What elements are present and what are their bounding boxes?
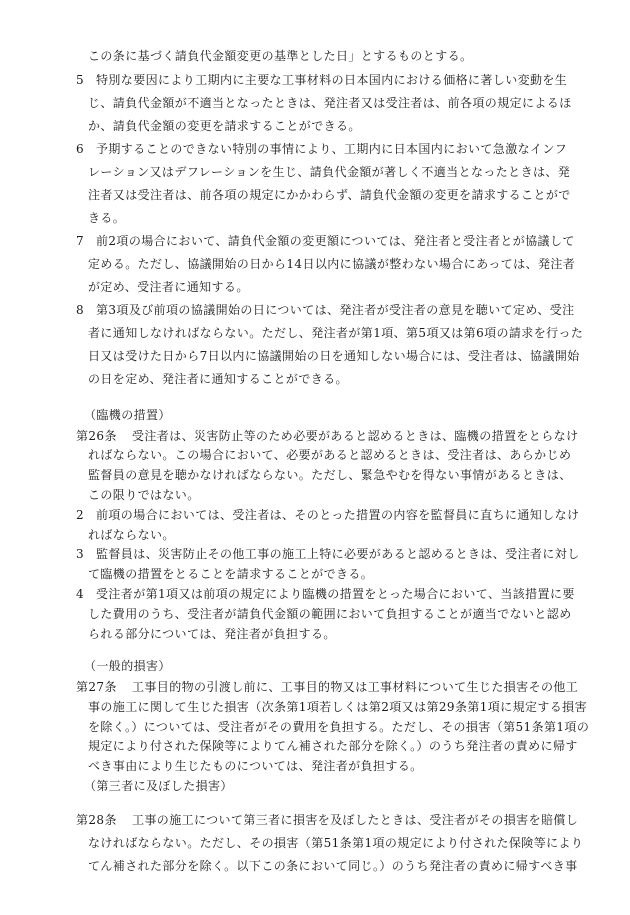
article-number: 第27条 bbox=[76, 679, 117, 694]
paragraph-line: した費用のうち、受注者が請負代金額の範囲において負担することが適当でないと認め bbox=[88, 606, 572, 621]
article-line: てん補された部分を除く。以下この条において同じ。）のうち発注者の責めに帰すべき事 bbox=[88, 859, 578, 873]
paragraph-line: レーション又はデフレーションを生じ、請負代金額が著しく不適当となったときは、発 bbox=[88, 165, 571, 179]
article-line: ればならない。この場合において、必要があると認めるときは、受注者は、あらかじめ bbox=[88, 448, 572, 463]
article-line: 工事の施工について第三者に損害を及ぼしたときは、受注者がその損害を賠償し bbox=[132, 813, 579, 827]
article-caption: （一般的損害） bbox=[84, 659, 171, 674]
paragraph-line: 前2項の場合において、請負代金額の変更額については、発注者と受注者とが協議して bbox=[96, 234, 575, 248]
paragraph-number: 5 bbox=[76, 73, 85, 87]
article-line: 受注者は、災害防止等のため必要があると認めるときは、臨機の措置をとらなけ bbox=[132, 428, 579, 443]
paragraph-number: 2 bbox=[76, 507, 85, 522]
paragraph-number: 7 bbox=[76, 234, 85, 248]
paragraph-line: 予期することのできない特別の事情により、工期内に日本国内において急激なインフ bbox=[96, 142, 568, 156]
article-line: 規定により付された保険等によりてん補された部分を除く。）のうち発注者の責めに帰す bbox=[88, 739, 578, 754]
paragraph-line: られる部分については、発注者が負担する。 bbox=[88, 626, 336, 641]
paragraph-line: 受注者が第1項又は前項の規定により臨機の措置をとった場合において、当該措置に要 bbox=[96, 586, 575, 601]
paragraph-line: 前項の場合においては、受注者は、そのとった措置の内容を監督員に直ちに通知しなけ bbox=[96, 507, 580, 522]
paragraph-number: 6 bbox=[76, 142, 85, 156]
paragraph-line: 注者又は受注者は、前各項の規定にかかわらず、請負代金額の変更を請求することがで bbox=[88, 188, 571, 202]
paragraph-number: 3 bbox=[76, 547, 85, 562]
paragraph-line: じ、請負代金額が不適当となったときは、発注者又は受注者は、前各項の規定によるほ bbox=[88, 96, 572, 110]
paragraph-number: 8 bbox=[76, 303, 85, 317]
article-line: 事の施工に関して生じた損害（次条第1項若しくは第2項又は第29条第1項に規定する損害 bbox=[88, 699, 587, 714]
paragraph-line: 監督員は、災害防止その他工事の施工上特に必要があると認めるときは、受注者に対し bbox=[96, 547, 580, 562]
paragraph-line: きる。 bbox=[88, 211, 126, 225]
article-caption: （第三者に及ぼした損害） bbox=[84, 779, 233, 793]
article-line: なければならない。ただし、その損害（第51条第1項の規定により付された保険等により bbox=[88, 836, 584, 850]
paragraph-line: 定める。ただし、協議開始の日から14日以内に協議が整わない場合にあっては、発注者 bbox=[88, 257, 576, 271]
paragraph-line: 者に通知しなければならない。ただし、発注者が第1項、第5項又は第6項の請求を行った bbox=[88, 326, 584, 340]
article-number: 第26条 bbox=[76, 428, 117, 443]
paragraph-number: 4 bbox=[76, 586, 85, 601]
article-line: べき事由により生じたものについては、発注者が負担する。 bbox=[88, 759, 423, 774]
article-number: 第28条 bbox=[76, 813, 117, 827]
paragraph-line: か、請負代金額の変更を請求することができる。 bbox=[88, 119, 361, 133]
paragraph-line: 特別な要因により工期内に主要な工事材料の日本国内における価格に著しい変動を生 bbox=[96, 73, 568, 87]
article-line: この限りではない。 bbox=[88, 487, 200, 502]
paragraph-line: が定め、受注者に通知する。 bbox=[88, 280, 249, 294]
article-line: 工事目的物の引渡し前に、工事目的物又は工事材料について生じた損害その他工 bbox=[132, 679, 579, 694]
continuation-line: この条に基づく請負代金額変更の基準とした日」とするものとする。 bbox=[88, 49, 473, 63]
paragraph-line: 日又は受けた日から7日以内に協議開始の日を通知しない場合には、受注者は、協議開始 bbox=[88, 349, 580, 363]
article-line: を除く。）については、受注者がその費用を負担する。ただし、その損害（第51条第1項の bbox=[88, 719, 590, 734]
paragraph-line: て臨機の措置をとることを請求することができる。 bbox=[88, 567, 374, 582]
paragraph-line: ればならない。 bbox=[88, 527, 175, 542]
article-line: 監督員の意見を聴かなければならない。ただし、緊急やむを得ない事情があるときは、 bbox=[88, 468, 572, 483]
paragraph-line: 第3項及び前項の協議開始の日については、発注者が受注者の意見を聴いて定め、受注 bbox=[96, 303, 575, 317]
article-caption: （臨機の措置） bbox=[84, 407, 171, 422]
paragraph-line: の日を定め、発注者に通知することができる。 bbox=[88, 372, 348, 386]
